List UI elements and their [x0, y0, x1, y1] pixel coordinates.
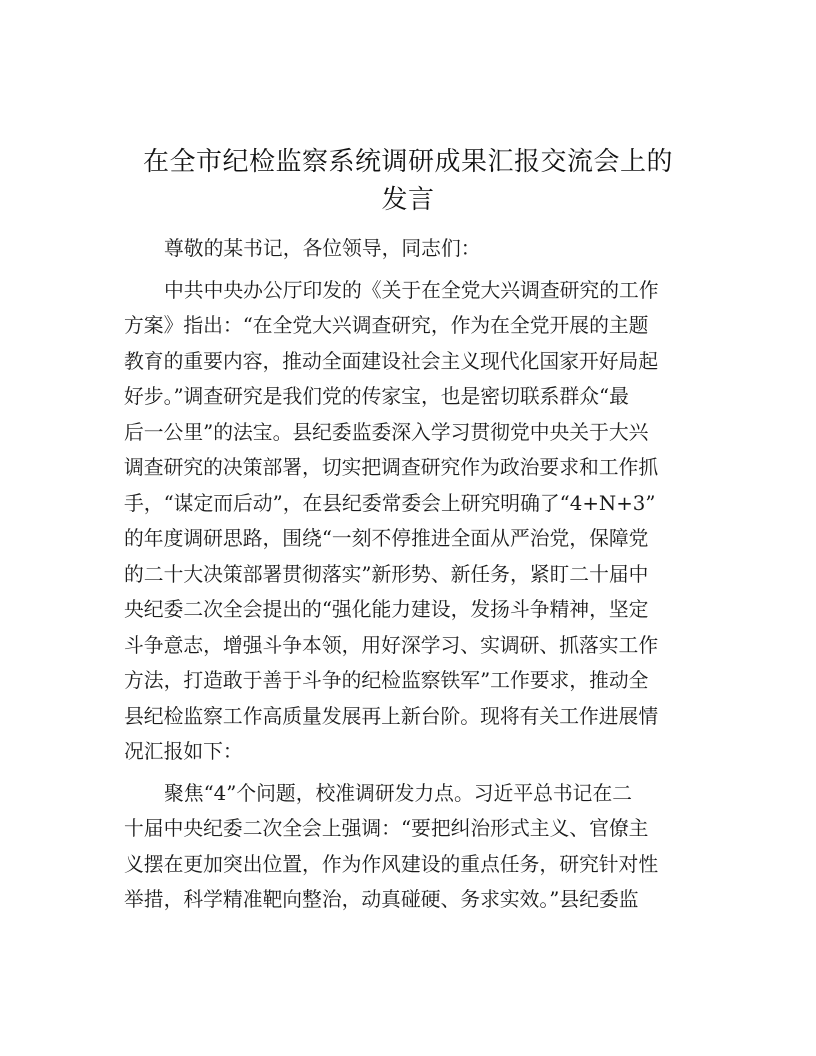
paragraph-line: 聚焦“4”个问题，校准调研发力点。习近平总书记在二	[164, 781, 633, 805]
paragraph-line: 手，“谋定而后动”，在县纪委常委会上研究明确了“4+N+3”	[124, 491, 656, 515]
paragraph-line: 调查研究的决策部署，切实把调查研究作为政治要求和工作抓	[124, 456, 659, 479]
title-line-1: 在全市纪检监察系统调研成果汇报交流会上的	[142, 147, 673, 177]
paragraph-line: 央纪委二次全会提出的“强化能力建设，发扬斗争精神，坚定	[124, 598, 649, 621]
paragraph-2	[124, 776, 699, 918]
paragraph-line: 后一公里”的法宝。县纪委监委深入学习贯彻党中央关于大兴	[124, 420, 649, 444]
paragraph-line: 中共中央办公厅印发的《关于在全党大兴调查研究的工作	[164, 278, 659, 302]
paragraph-line: 好步。”调查研究是我们党的传家宝，也是密切联系群众“最	[124, 385, 629, 408]
title-line-2: 发言	[381, 185, 435, 215]
paragraph-line: 况汇报如下：	[124, 740, 243, 763]
paragraph-line: 斗争意志，增强斗争本领，用好深学习、实调研、抓落实工作	[124, 633, 659, 657]
paragraph-1	[124, 273, 699, 770]
paragraph-line: 县纪检监察工作高质量发展再上新台阶。现将有关工作进展情	[124, 704, 659, 728]
paragraph-line: 十届中央纪委二次全会上强调：“要把纠治形式主义、官僚主	[124, 817, 649, 840]
paragraph-line: 方案》指出：“在全党大兴调查研究，作为在全党开展的主题	[124, 314, 649, 337]
paragraph-line: 方法，打造敢于善于斗争的纪检监察铁军”工作要求，推动全	[124, 669, 649, 692]
document-body	[124, 231, 699, 924]
paragraph-line: 义摆在更加突出位置，作为作风建设的重点任务，研究针对性	[124, 852, 659, 876]
paragraph-line: 举措，科学精准靶向整治，动真碰硬、务求实效。”县纪委监	[124, 888, 639, 911]
paragraph-line: 的二十大决策部署贯彻落实”新形势、新任务，紧盯二十届中	[124, 562, 649, 586]
salutation: 尊敬的某书记，各位领导，同志们：	[164, 237, 481, 260]
document-title	[100, 143, 716, 219]
paragraph-line: 的年度调研思路，围绕“一刻不停推进全面从严治党，保障党	[124, 527, 649, 550]
paragraph-line: 教育的重要内容，推动全面建设社会主义现代化国家开好局起	[124, 349, 659, 373]
